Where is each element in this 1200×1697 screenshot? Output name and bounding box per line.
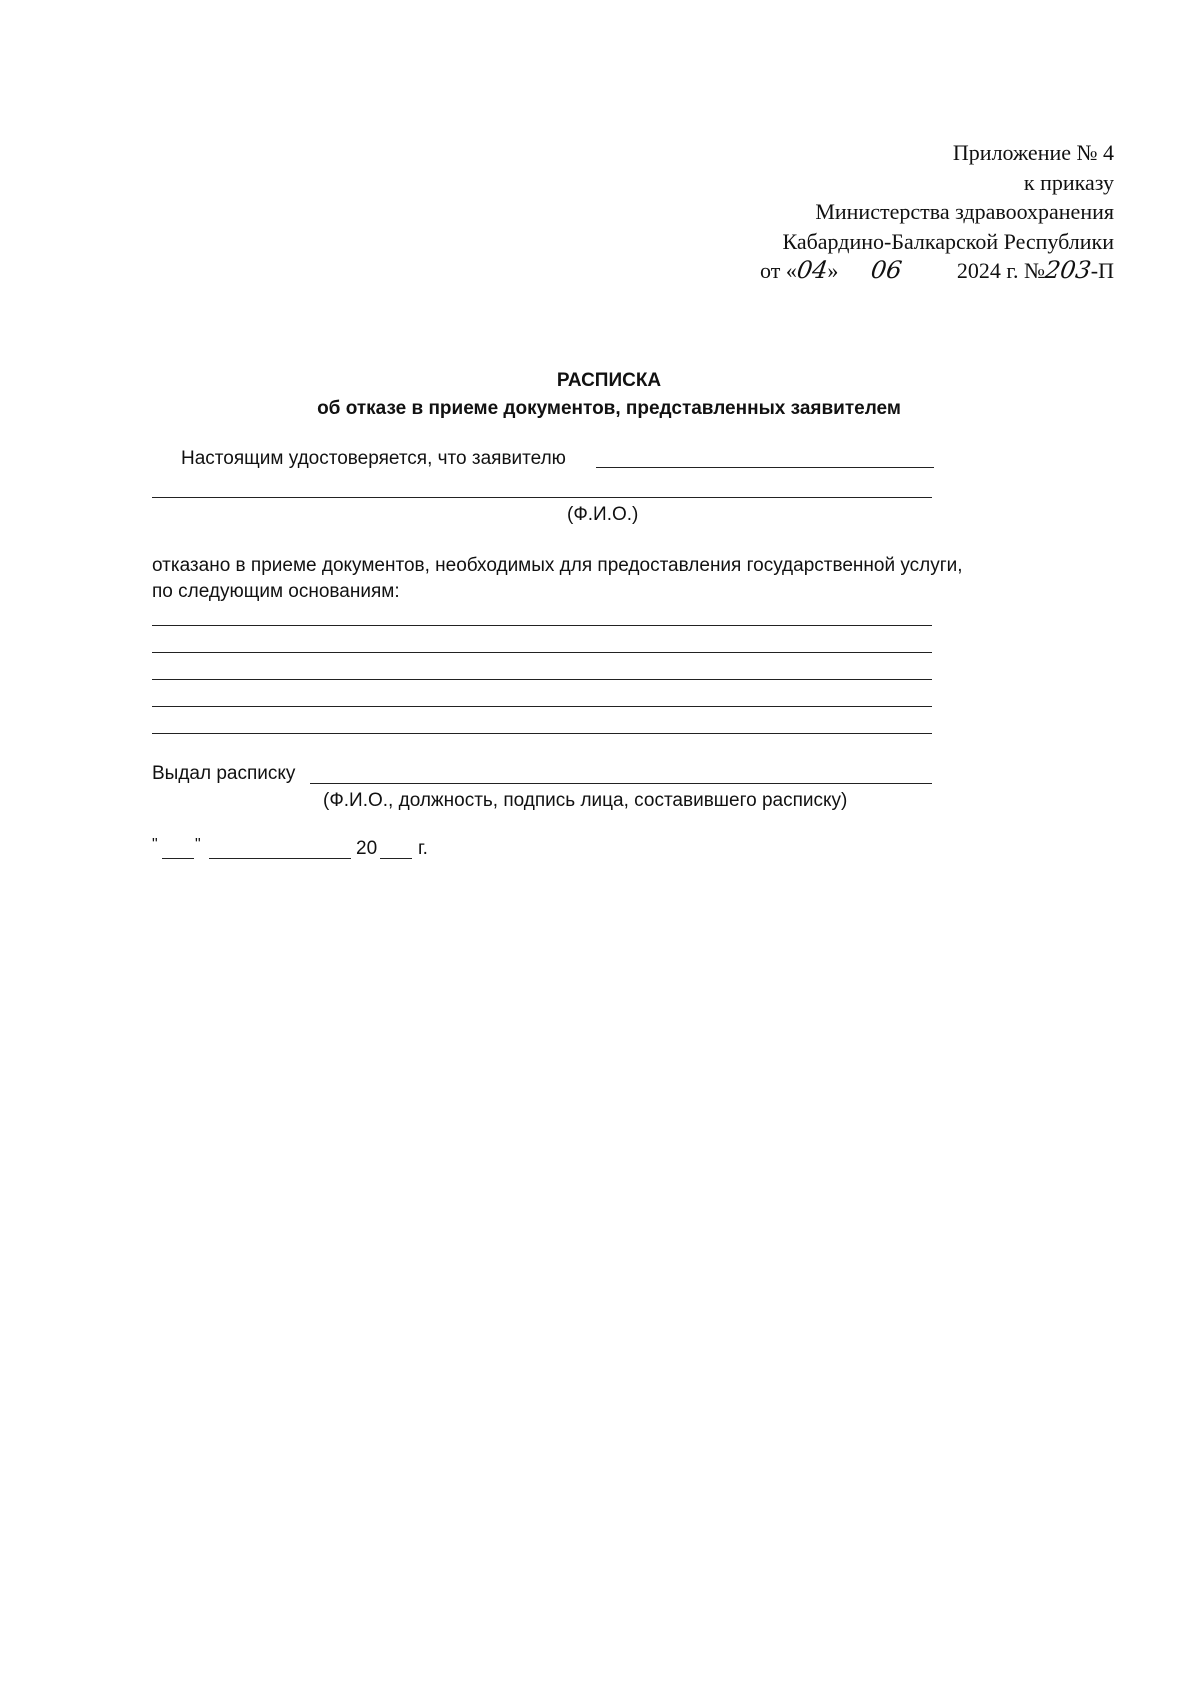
handwritten-order-number: 203 — [1043, 256, 1093, 284]
reason-line-5[interactable] — [152, 733, 932, 734]
refusal-text-line-2: по следующим основаниям: — [152, 581, 400, 602]
document-subtitle: об отказе в приеме документов, представленных заявителем — [317, 398, 901, 419]
handwritten-month: 06 — [869, 256, 904, 284]
issued-by-caption: (Ф.И.О., должность, подпись лица, составившего расписку) — [323, 790, 848, 811]
fio-caption: (Ф.И.О.) — [567, 504, 639, 525]
date-year: 2024 г. № — [956, 258, 1045, 283]
appendix-republic: Кабардино-Балкарской Республики — [782, 228, 1114, 254]
issued-by-blank[interactable] — [310, 783, 932, 784]
reason-line-3[interactable] — [152, 679, 932, 680]
date-year-blank[interactable] — [380, 858, 412, 859]
date-year-suffix: г. — [418, 838, 428, 859]
date-open-quote: " — [152, 836, 158, 853]
appendix-header — [514, 138, 1114, 286]
appendix-number: Приложение № 4 — [952, 140, 1114, 165]
appendix-order-ref: к приказу — [1023, 169, 1114, 195]
appendix-ministry: Министерства здравоохранения — [815, 199, 1114, 224]
reason-line-4[interactable] — [152, 706, 932, 707]
handwritten-day: 04 — [794, 256, 830, 284]
refusal-text-line-1: отказано в приеме документов, необходимых для предоставления государственной услуги, — [152, 555, 963, 576]
date-day-blank[interactable] — [162, 858, 194, 859]
document-title: РАСПИСКА — [556, 370, 662, 391]
applicant-name-blank-2[interactable] — [152, 497, 932, 498]
issued-by-label: Выдал расписку — [152, 763, 296, 784]
certify-text: Настоящим удостоверяется, что заявителю — [181, 448, 566, 469]
date-century: 20 — [356, 838, 378, 859]
date-close-quote: " — [195, 836, 201, 853]
date-month-blank[interactable] — [209, 858, 351, 859]
date-mid: » — [827, 258, 839, 283]
date-prefix: от « — [760, 258, 797, 283]
order-suffix: -П — [1090, 258, 1114, 283]
reason-line-1[interactable] — [152, 625, 932, 626]
reason-line-2[interactable] — [152, 652, 932, 653]
appendix-date-line — [514, 256, 1114, 286]
applicant-name-blank[interactable] — [596, 467, 934, 468]
